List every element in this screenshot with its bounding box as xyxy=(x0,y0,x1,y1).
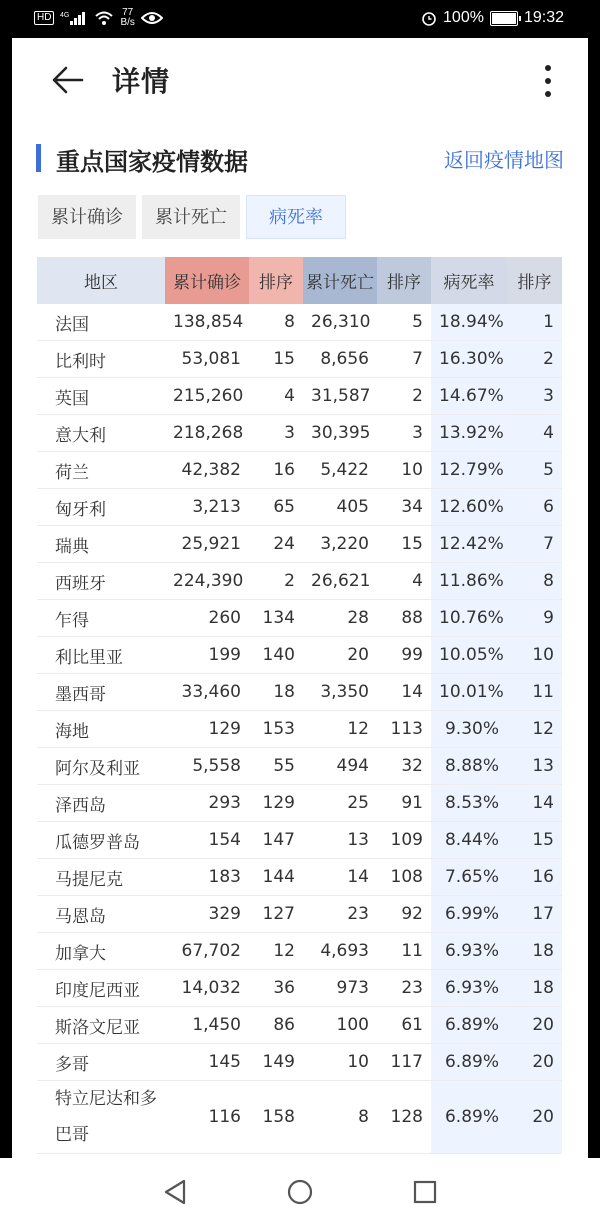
value-cell: 494 xyxy=(303,748,377,785)
tab-1[interactable]: 累计死亡 xyxy=(142,195,240,239)
value-cell: 23 xyxy=(303,896,377,933)
value-cell: 20 xyxy=(303,637,377,674)
more-vertical-icon[interactable] xyxy=(542,64,554,98)
value-cell: 32 xyxy=(377,748,431,785)
value-cell: 6.89% xyxy=(431,1081,507,1154)
value-cell: 67,702 xyxy=(165,933,249,970)
value-cell: 53,081 xyxy=(165,341,249,378)
region-cell: 乍得 xyxy=(37,600,165,637)
value-cell: 12.60% xyxy=(431,489,507,526)
value-cell: 11.86% xyxy=(431,563,507,600)
region-cell: 墨西哥 xyxy=(37,674,165,711)
value-cell: 8.53% xyxy=(431,785,507,822)
value-cell: 10.76% xyxy=(431,600,507,637)
clock: 19:32 xyxy=(523,9,564,26)
value-cell: 12 xyxy=(507,711,562,748)
net-speed-value: 77 xyxy=(122,7,134,18)
value-cell: 18 xyxy=(507,970,562,1007)
region-cell: 特立尼达和多巴哥 xyxy=(37,1081,165,1154)
section-accent-bar xyxy=(36,144,41,172)
value-cell: 8.44% xyxy=(431,822,507,859)
region-cell: 加拿大 xyxy=(37,933,165,970)
value-cell: 14.67% xyxy=(431,378,507,415)
value-cell: 134 xyxy=(249,600,303,637)
value-cell: 5,558 xyxy=(165,748,249,785)
country-data-table xyxy=(37,257,562,1154)
value-cell: 18 xyxy=(249,674,303,711)
value-cell: 20 xyxy=(507,1081,562,1154)
value-cell: 199 xyxy=(165,637,249,674)
section-header xyxy=(36,144,564,180)
value-cell: 26,621 xyxy=(303,563,377,600)
value-cell: 4 xyxy=(507,415,562,452)
value-cell: 42,382 xyxy=(165,452,249,489)
column-header-4: 排序 xyxy=(377,257,431,304)
value-cell: 9.30% xyxy=(431,711,507,748)
back-to-map-link[interactable]: 返回疫情地图 xyxy=(444,148,564,172)
value-cell: 5 xyxy=(507,452,562,489)
battery-icon xyxy=(490,11,518,26)
table-body xyxy=(37,304,562,1154)
wifi-icon xyxy=(94,10,114,26)
value-cell: 8,656 xyxy=(303,341,377,378)
value-cell: 30,395 xyxy=(303,415,377,452)
tab-0[interactable]: 累计确诊 xyxy=(38,195,136,239)
column-header-5: 病死率 xyxy=(431,257,507,304)
value-cell: 15 xyxy=(507,822,562,859)
net-speed xyxy=(120,8,134,28)
table-row xyxy=(37,711,562,748)
value-cell: 3,213 xyxy=(165,489,249,526)
table-row xyxy=(37,933,562,970)
value-cell: 154 xyxy=(165,822,249,859)
region-cell: 英国 xyxy=(37,378,165,415)
value-cell: 55 xyxy=(249,748,303,785)
value-cell: 145 xyxy=(165,1044,249,1081)
eye-icon xyxy=(141,10,163,26)
value-cell: 5 xyxy=(377,304,431,341)
region-cell: 意大利 xyxy=(37,415,165,452)
table-row xyxy=(37,822,562,859)
region-cell: 西班牙 xyxy=(37,563,165,600)
value-cell: 13 xyxy=(303,822,377,859)
value-cell: 33,460 xyxy=(165,674,249,711)
region-cell: 匈牙利 xyxy=(37,489,165,526)
value-cell: 12.42% xyxy=(431,526,507,563)
region-cell: 瓜德罗普岛 xyxy=(37,822,165,859)
signal-icon xyxy=(60,10,88,26)
table-row xyxy=(37,859,562,896)
table-row xyxy=(37,785,562,822)
value-cell: 3,350 xyxy=(303,674,377,711)
tab-bar xyxy=(38,195,346,239)
value-cell: 7.65% xyxy=(431,859,507,896)
column-header-6: 排序 xyxy=(507,257,562,304)
region-cell: 海地 xyxy=(37,711,165,748)
value-cell: 6.99% xyxy=(431,896,507,933)
value-cell: 26,310 xyxy=(303,304,377,341)
value-cell: 2 xyxy=(507,341,562,378)
region-cell: 瑞典 xyxy=(37,526,165,563)
value-cell: 8 xyxy=(249,304,303,341)
region-cell: 印度尼西亚 xyxy=(37,970,165,1007)
value-cell: 260 xyxy=(165,600,249,637)
region-cell: 利比里亚 xyxy=(37,637,165,674)
table-row xyxy=(37,304,562,341)
region-cell: 马恩岛 xyxy=(37,896,165,933)
value-cell: 9 xyxy=(507,600,562,637)
value-cell: 6.93% xyxy=(431,933,507,970)
value-cell: 2 xyxy=(377,378,431,415)
value-cell: 18 xyxy=(507,933,562,970)
value-cell: 15 xyxy=(249,341,303,378)
table-row xyxy=(37,896,562,933)
value-cell: 10 xyxy=(303,1044,377,1081)
value-cell: 11 xyxy=(377,933,431,970)
column-header-0: 地区 xyxy=(37,257,165,304)
value-cell: 2 xyxy=(249,563,303,600)
table-row xyxy=(37,600,562,637)
value-cell: 10 xyxy=(507,637,562,674)
value-cell: 91 xyxy=(377,785,431,822)
status-bar xyxy=(0,0,600,38)
triangle-back-icon[interactable] xyxy=(162,1178,188,1206)
value-cell: 31,587 xyxy=(303,378,377,415)
value-cell: 6 xyxy=(507,489,562,526)
value-cell: 109 xyxy=(377,822,431,859)
value-cell: 36 xyxy=(249,970,303,1007)
value-cell: 215,260 xyxy=(165,378,249,415)
region-cell: 马提尼克 xyxy=(37,859,165,896)
value-cell: 4 xyxy=(377,563,431,600)
page-title: 详情 xyxy=(112,65,171,98)
value-cell: 20 xyxy=(507,1007,562,1044)
square-recent-icon[interactable] xyxy=(413,1180,437,1204)
value-cell: 23 xyxy=(377,970,431,1007)
value-cell: 99 xyxy=(377,637,431,674)
value-cell: 3 xyxy=(377,415,431,452)
region-cell: 阿尔及利亚 xyxy=(37,748,165,785)
value-cell: 14,032 xyxy=(165,970,249,1007)
table-row xyxy=(37,415,562,452)
table-row xyxy=(37,1081,562,1154)
value-cell: 24 xyxy=(249,526,303,563)
value-cell: 65 xyxy=(249,489,303,526)
value-cell: 224,390 xyxy=(165,563,249,600)
value-cell: 129 xyxy=(165,711,249,748)
value-cell: 8.88% xyxy=(431,748,507,785)
table-row xyxy=(37,970,562,1007)
net-speed-unit: B/s xyxy=(120,17,135,28)
value-cell: 16.30% xyxy=(431,341,507,378)
value-cell: 329 xyxy=(165,896,249,933)
table-row xyxy=(37,1007,562,1044)
value-cell: 113 xyxy=(377,711,431,748)
title-bar xyxy=(12,38,588,124)
table-row xyxy=(37,341,562,378)
value-cell: 144 xyxy=(249,859,303,896)
value-cell: 116 xyxy=(165,1081,249,1154)
value-cell: 6.89% xyxy=(431,1044,507,1081)
value-cell: 12.79% xyxy=(431,452,507,489)
alarm-icon xyxy=(421,10,437,26)
value-cell: 117 xyxy=(377,1044,431,1081)
navigation-bar xyxy=(0,1158,600,1224)
value-cell: 293 xyxy=(165,785,249,822)
value-cell: 17 xyxy=(507,896,562,933)
hd-badge: HD xyxy=(34,11,54,25)
table-header-row xyxy=(37,257,562,304)
value-cell: 12 xyxy=(303,711,377,748)
app-content xyxy=(12,38,588,1158)
value-cell: 34 xyxy=(377,489,431,526)
value-cell: 158 xyxy=(249,1081,303,1154)
value-cell: 10.01% xyxy=(431,674,507,711)
value-cell: 3,220 xyxy=(303,526,377,563)
value-cell: 128 xyxy=(377,1081,431,1154)
tab-2[interactable]: 病死率 xyxy=(246,195,346,239)
value-cell: 4 xyxy=(249,378,303,415)
value-cell: 127 xyxy=(249,896,303,933)
value-cell: 61 xyxy=(377,1007,431,1044)
table-row xyxy=(37,378,562,415)
value-cell: 92 xyxy=(377,896,431,933)
value-cell: 25 xyxy=(303,785,377,822)
column-header-3: 累计死亡 xyxy=(303,257,377,304)
value-cell: 88 xyxy=(377,600,431,637)
arrow-left-icon[interactable] xyxy=(50,62,86,98)
value-cell: 1 xyxy=(507,304,562,341)
value-cell: 405 xyxy=(303,489,377,526)
value-cell: 16 xyxy=(249,452,303,489)
network-type: 4G xyxy=(60,12,70,19)
table-row xyxy=(37,748,562,785)
value-cell: 20 xyxy=(507,1044,562,1081)
value-cell: 86 xyxy=(249,1007,303,1044)
value-cell: 153 xyxy=(249,711,303,748)
section-title: 重点国家疫情数据 xyxy=(56,148,248,176)
value-cell: 7 xyxy=(377,341,431,378)
value-cell: 15 xyxy=(377,526,431,563)
value-cell: 25,921 xyxy=(165,526,249,563)
value-cell: 1,450 xyxy=(165,1007,249,1044)
value-cell: 11 xyxy=(507,674,562,711)
value-cell: 10.05% xyxy=(431,637,507,674)
battery-percent: 100% xyxy=(443,9,484,26)
value-cell: 16 xyxy=(507,859,562,896)
table-row xyxy=(37,674,562,711)
value-cell: 108 xyxy=(377,859,431,896)
region-cell: 泽西岛 xyxy=(37,785,165,822)
value-cell: 6.89% xyxy=(431,1007,507,1044)
column-header-2: 排序 xyxy=(249,257,303,304)
value-cell: 140 xyxy=(249,637,303,674)
value-cell: 28 xyxy=(303,600,377,637)
value-cell: 10 xyxy=(377,452,431,489)
value-cell: 5,422 xyxy=(303,452,377,489)
value-cell: 6.93% xyxy=(431,970,507,1007)
region-cell: 多哥 xyxy=(37,1044,165,1081)
value-cell: 129 xyxy=(249,785,303,822)
table-row xyxy=(37,452,562,489)
table-row xyxy=(37,637,562,674)
value-cell: 13 xyxy=(507,748,562,785)
value-cell: 100 xyxy=(303,1007,377,1044)
value-cell: 138,854 xyxy=(165,304,249,341)
value-cell: 18.94% xyxy=(431,304,507,341)
table-row xyxy=(37,526,562,563)
value-cell: 8 xyxy=(303,1081,377,1154)
table-row xyxy=(37,563,562,600)
region-cell: 法国 xyxy=(37,304,165,341)
value-cell: 147 xyxy=(249,822,303,859)
value-cell: 3 xyxy=(507,378,562,415)
value-cell: 12 xyxy=(249,933,303,970)
region-cell: 斯洛文尼亚 xyxy=(37,1007,165,1044)
value-cell: 8 xyxy=(507,563,562,600)
value-cell: 14 xyxy=(377,674,431,711)
value-cell: 218,268 xyxy=(165,415,249,452)
value-cell: 149 xyxy=(249,1044,303,1081)
circle-home-icon[interactable] xyxy=(287,1179,313,1205)
value-cell: 183 xyxy=(165,859,249,896)
table-row xyxy=(37,1044,562,1081)
value-cell: 14 xyxy=(303,859,377,896)
table-row xyxy=(37,489,562,526)
value-cell: 4,693 xyxy=(303,933,377,970)
region-cell: 荷兰 xyxy=(37,452,165,489)
value-cell: 7 xyxy=(507,526,562,563)
region-cell: 比利时 xyxy=(37,341,165,378)
value-cell: 973 xyxy=(303,970,377,1007)
value-cell: 14 xyxy=(507,785,562,822)
value-cell: 3 xyxy=(249,415,303,452)
column-header-1: 累计确诊 xyxy=(165,257,249,304)
value-cell: 13.92% xyxy=(431,415,507,452)
